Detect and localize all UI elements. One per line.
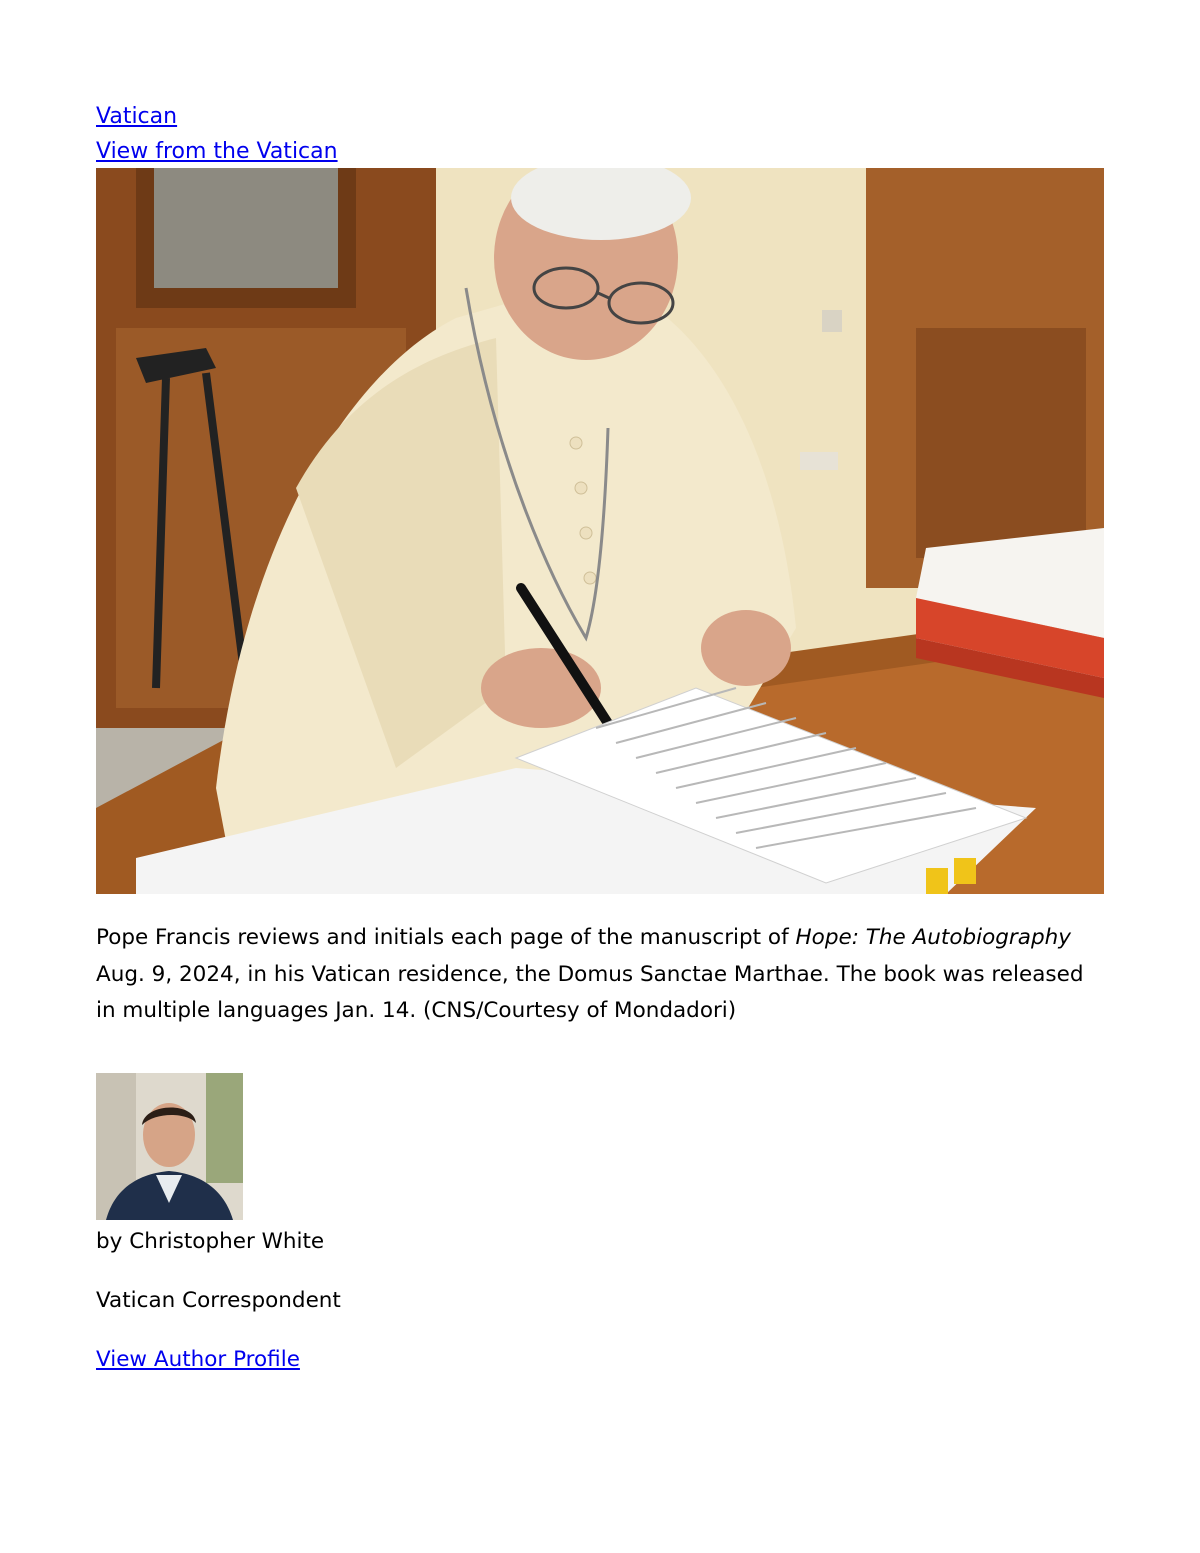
caption-text-start: Pope Francis reviews and initials each page of the manuscript of bbox=[96, 925, 796, 950]
view-author-profile-link[interactable]: View Author Profile bbox=[96, 1347, 300, 1372]
photo-caption bbox=[96, 920, 1104, 1030]
author-role: Vatican Correspondent bbox=[96, 1288, 341, 1313]
author-byline: by Christopher White bbox=[96, 1229, 325, 1254]
section-link-vatican[interactable]: Vatican bbox=[96, 104, 178, 129]
caption-book-title: Hope: The Autobiography bbox=[795, 925, 1071, 950]
hero-photo bbox=[96, 168, 1104, 894]
author-avatar bbox=[96, 1073, 243, 1220]
column-link-view-from-the-vatican[interactable]: View from the Vatican bbox=[96, 139, 338, 164]
caption-text-end: Aug. 9, 2024, in his Vatican residence, the Domus Sanctae Marthae. The book was released in multiple languages Jan. 14. (CNS/Courtesy of Mondadori) bbox=[96, 961, 1084, 1023]
